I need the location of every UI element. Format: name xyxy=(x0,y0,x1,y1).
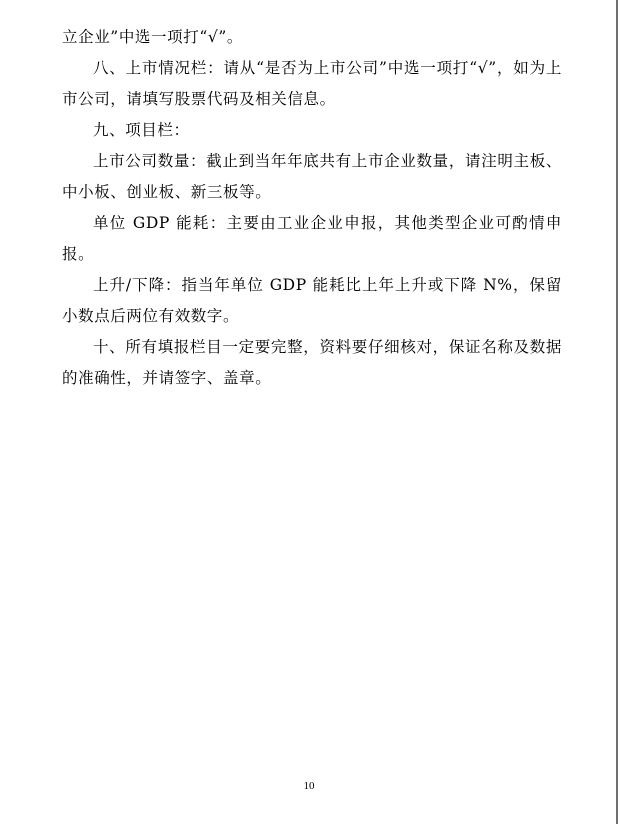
paragraph-continuation: 立企业”中选一项打“√”。 xyxy=(62,28,243,46)
paragraph-section-10: 十、所有填报栏目一定要完整，资料要仔细核对，保证名称及数据的准确性，并请签字、盖章。 xyxy=(62,338,562,387)
paragraph-section-9-heading: 九、项目栏： xyxy=(93,121,190,139)
paragraph-section-8: 八、上市情况栏：请从“是否为上市公司”中选一项打“√”，如为上市公司，请填写股票代码及相关信息。 xyxy=(62,59,562,108)
paragraph-gdp-energy-consumption: 单位 GDP 能耗：主要由工业企业申报，其他类型企业可酌情申报。 xyxy=(62,214,562,263)
page-number: 10 xyxy=(303,780,315,792)
document-body xyxy=(62,22,562,394)
paragraph-listed-company-count: 上市公司数量：截止到当年年底共有上市企业数量，请注明主板、中小板、创业板、新三板等。 xyxy=(62,152,562,201)
paragraph-rise-fall: 上升/下降：指当年单位 GDP 能耗比上年上升或下降 N%，保留小数点后两位有效数字。 xyxy=(62,276,562,325)
